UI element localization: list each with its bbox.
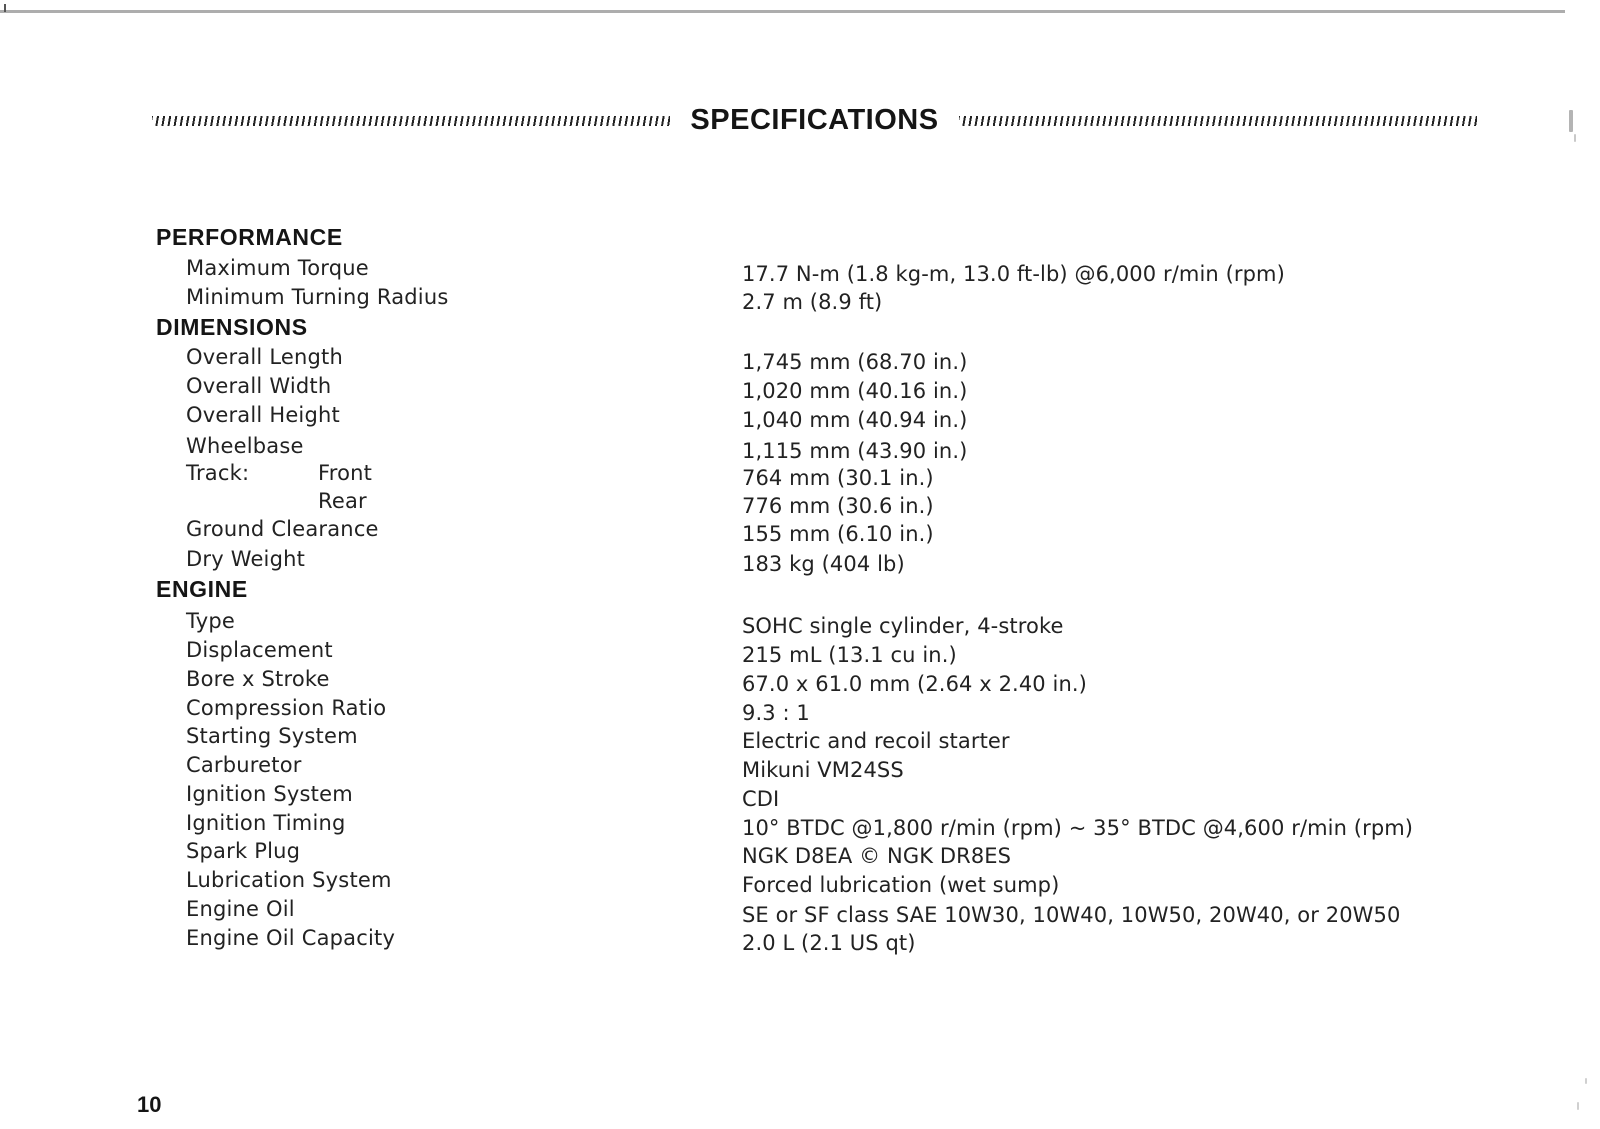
page-header (152, 100, 1477, 140)
spec-sublabel: Rear (318, 489, 367, 513)
header-dots-right (959, 110, 1477, 130)
spec-value: 67.0 x 61.0 mm (2.64 x 2.40 in.) (742, 672, 1087, 696)
spec-value: 2.0 L (2.1 US qt) (742, 931, 916, 955)
spec-value: 776 mm (30.6 in.) (742, 494, 934, 518)
spec-label: Spark Plug (186, 839, 301, 863)
spec-label: Overall Height (186, 403, 340, 427)
spec-label: Maximum Torque (186, 256, 369, 280)
spec-value: CDI (742, 787, 780, 811)
spec-label: Overall Length (186, 345, 343, 369)
spec-label: Ground Clearance (186, 517, 379, 541)
spec-value: 764 mm (30.1 in.) (742, 466, 934, 490)
spec-label: Engine Oil Capacity (186, 926, 396, 950)
section-heading-engine: ENGINE (156, 576, 248, 602)
spec-label: Displacement (186, 638, 333, 662)
spec-value: Electric and recoil starter (742, 729, 1010, 753)
spec-label: Engine Oil (186, 897, 295, 921)
top-scan-mark (4, 4, 6, 12)
spec-value: Mikuni VM24SS (742, 758, 904, 782)
spec-label: Dry Weight (186, 547, 306, 571)
spec-label: Ignition Timing (186, 811, 346, 835)
spec-value: 183 kg (404 lb) (742, 552, 905, 576)
spec-value: 1,020 mm (40.16 in.) (742, 379, 968, 403)
spec-value: 1,040 mm (40.94 in.) (742, 408, 968, 432)
spec-value: Forced lubrication (wet sump) (742, 873, 1060, 897)
spec-value: NGK D8EA © NGK DR8ES (742, 844, 1012, 868)
spec-value: SE or SF class SAE 10W30, 10W40, 10W50, 20W40, or 20W50 (742, 903, 1401, 927)
spec-label: Overall Width (186, 374, 332, 398)
scan-speck (1585, 1078, 1587, 1084)
header-dots-left (152, 110, 670, 130)
scan-speck (1577, 1102, 1579, 1110)
spec-value: SOHC single cylinder, 4-stroke (742, 614, 1064, 638)
spec-label: Type (186, 609, 236, 633)
spec-label: Ignition System (186, 782, 353, 806)
spec-label: Compression Ratio (186, 696, 387, 720)
page-title: SPECIFICATIONS (690, 103, 939, 136)
spec-value: 215 mL (13.1 cu in.) (742, 643, 957, 667)
spec-label: Bore x Stroke (186, 667, 330, 691)
spec-sublabel: Front (318, 461, 373, 485)
spec-value: 1,745 mm (68.70 in.) (742, 350, 968, 374)
spec-value: 1,115 mm (43.90 in.) (742, 439, 968, 463)
spec-value: 9.3 : 1 (742, 701, 810, 725)
spec-value: 155 mm (6.10 in.) (742, 522, 934, 546)
spec-label: Carburetor (186, 753, 302, 777)
top-scan-rule (0, 10, 1565, 13)
scan-speck (1569, 110, 1573, 132)
spec-value: 2.7 m (8.9 ft) (742, 290, 883, 314)
spec-value: 17.7 N-m (1.8 kg-m, 13.0 ft-lb) @6,000 r/min (rpm) (742, 262, 1285, 286)
scan-speck (1574, 134, 1576, 142)
page-number: 10 (137, 1092, 162, 1117)
spec-label: Wheelbase (186, 434, 304, 458)
section-heading-dimensions: DIMENSIONS (156, 314, 308, 340)
spec-label: Minimum Turning Radius (186, 285, 449, 309)
section-heading-performance: PERFORMANCE (156, 224, 343, 250)
spec-label: Track: (186, 461, 250, 485)
spec-value: 10° BTDC @1,800 r/min (rpm) ~ 35° BTDC @4,600 r/min (rpm) (742, 816, 1414, 840)
spec-label: Lubrication System (186, 868, 392, 892)
spec-label: Starting System (186, 724, 358, 748)
